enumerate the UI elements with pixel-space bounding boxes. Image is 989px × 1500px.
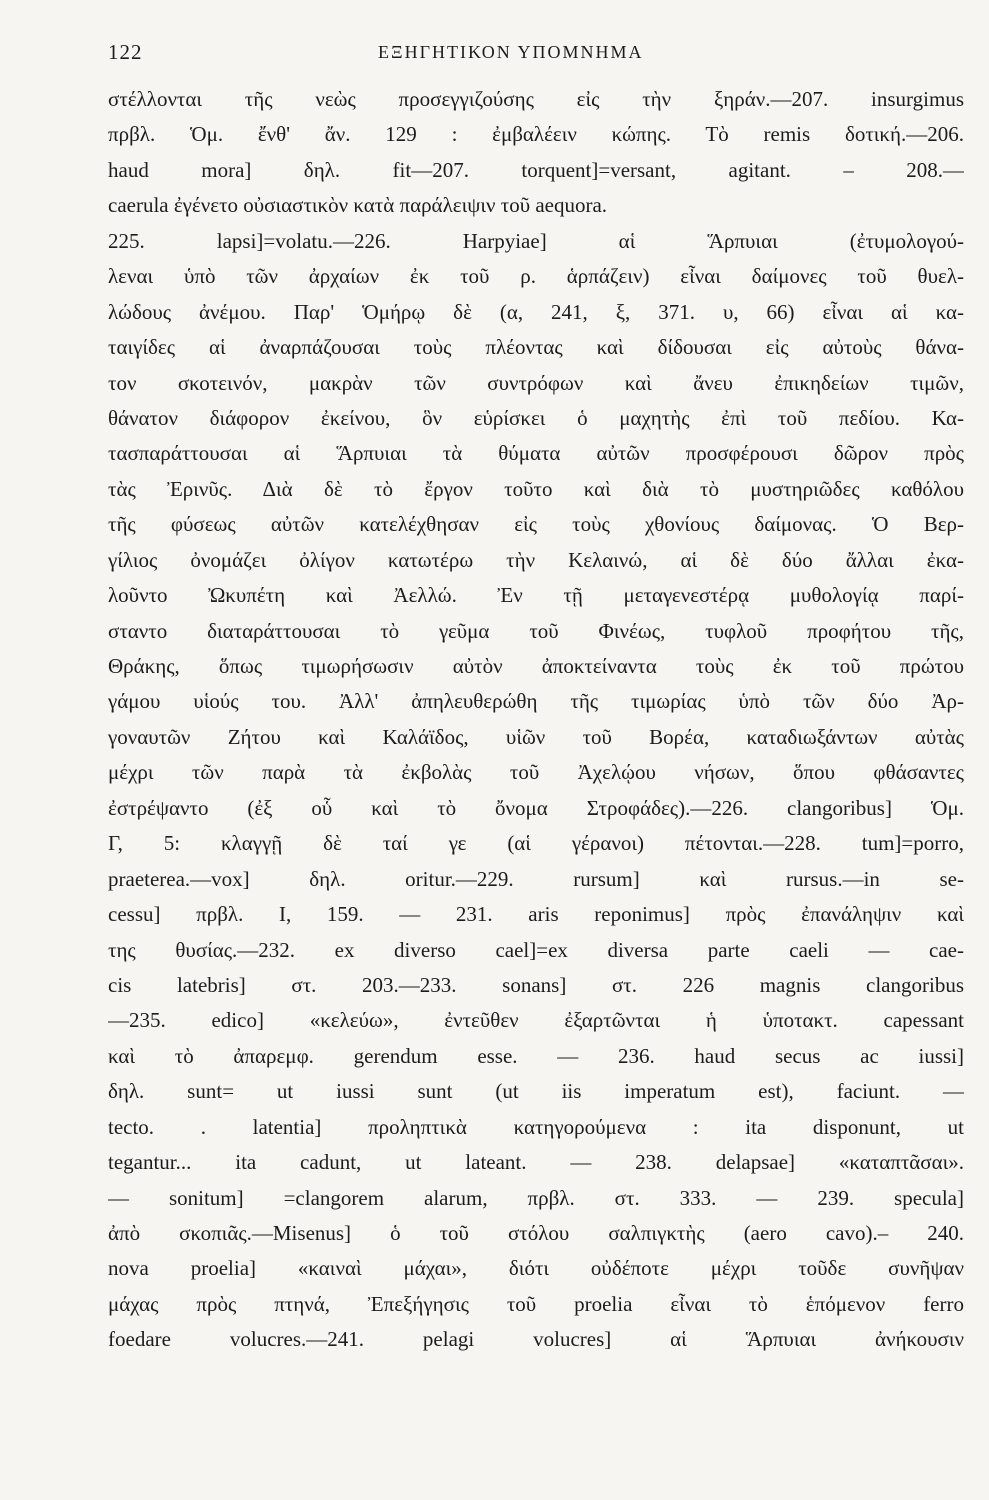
commentary-text xyxy=(108,82,964,1358)
text-line: γίλιος ὀνομάζει ὀλίγον κατωτέρω τὴν Κελαινώ, αἱ δὲ δύο ἄλλαι ἐκα- xyxy=(108,547,964,572)
text-line: λοῦντο Ὠκυπέτη καὶ Ἀελλώ. Ἐν τῇ μεταγενεστέρᾳ μυθολογίᾳ παρί- xyxy=(108,583,964,608)
text-line: γοναυτῶν Ζήτου καὶ Καλάϊδος, υἱῶν τοῦ Βορέα, καταδιωξάντων αὐτὰς xyxy=(108,724,964,749)
text-line: σταντο διαταράττουσαι τὸ γεῦμα τοῦ Φινέως, τυφλοῦ προφήτου τῆς, xyxy=(108,618,964,643)
text-line: δηλ. sunt= ut iussi sunt (ut iis imperatum est), faciunt. — xyxy=(108,1079,964,1104)
text-line: praeterea.—vox] δηλ. oritur.—229. rursum] καὶ rursus.—in se- xyxy=(108,866,964,891)
text-line: tegantur... ita cadunt, ut lateant. — 238. delapsae] «καταπτᾶσαι». xyxy=(108,1150,964,1175)
text-line: —235. edico] «κελεύω», ἐντεῦθεν ἐξαρτῶνται ἡ ὑποτακτ. capessant xyxy=(108,1008,964,1033)
running-title: ΕΞΗΓΗΤΙΚΟΝ ΥΠΟΜΝΗΜΑ xyxy=(378,42,644,62)
text-line: haud mora] δηλ. fit—207. torquent]=versant, agitant. – 208.— xyxy=(108,157,964,182)
text-line: Γ, 5: κλαγγῇ δὲ ταί γε (αἱ γέρανοι) πέτονται.—228. tum]=porro, xyxy=(108,831,964,856)
text-line: γάμου υἱούς του. Ἀλλ' ἀπηλευθερώθη τῆς τιμωρίας ὑπὸ τῶν δύο Ἀρ- xyxy=(108,689,964,714)
text-line: καὶ τὸ ἀπαρεμφ. gerendum esse. — 236. haud secus ac iussi] xyxy=(108,1043,964,1068)
text-line: πρβλ. Ὁμ. ἔνθ' ἄν. 129 : ἐμβαλέειν κώπης. Τὸ remis δοτική.—206. xyxy=(108,122,964,147)
text-line: μάχας πρὸς πτηνά, Ἐπεξήγησις τοῦ proelia εἶναι τὸ ἑπόμενον ferro xyxy=(108,1291,964,1316)
text-line: της θυσίας.—232. ex diverso cael]=ex diversa parte caeli — cae- xyxy=(108,937,964,962)
text-line: cis latebris] στ. 203.—233. sonans] στ. 226 magnis clangoribus xyxy=(108,972,964,997)
text-line: στέλλονται τῆς νεὼς προσεγγιζούσης εἰς τὴν ξηράν.—207. insurgimus xyxy=(108,87,964,111)
text-line: τὰς Ἐρινῦς. Διὰ δὲ τὸ ἔργον τοῦτο καὶ διὰ τὸ μυστηριῶδες καθόλου xyxy=(108,476,964,501)
text-line: cessu] πρβλ. I, 159. — 231. aris reponimus] πρὸς ἐπανάληψιν καὶ xyxy=(108,902,964,927)
text-line: nova proelia] «καιναὶ μάχαι», διότι οὐδέποτε μέχρι τοῦδε συνῆψαν xyxy=(108,1256,964,1281)
text-line: caerula ἐγένετο οὐσιαστικὸν κατὰ παράλειψιν τοῦ aequora. xyxy=(108,193,608,218)
text-line: 225. lapsi]=volatu.—226. Harpyiae] αἱ Ἅρπυιαι (ἐτυμολογού- xyxy=(108,228,964,253)
text-line: τασπαράττουσαι αἱ Ἅρπυιαι τὰ θύματα αὐτῶν προσφέρουσι δῶρον πρὸς xyxy=(108,441,964,466)
text-line: ἀπὸ σκοπιᾶς.—Misenus] ὁ τοῦ στόλου σαλπιγκτὴς (aero cavo).– 240. xyxy=(108,1221,964,1245)
text-line: — sonitum] =clangorem alarum, πρβλ. στ. 333. — 239. specula] xyxy=(108,1185,964,1210)
text-line: foedare volucres.—241. pelagi volucres] αἱ Ἅρπυιαι ἀνήκουσιν xyxy=(108,1327,964,1352)
text-line: λώδους ἀνέμου. Παρ' Ὁμήρῳ δὲ (α, 241, ξ, 371. υ, 66) εἶναι αἱ κα- xyxy=(108,299,964,324)
text-line: ταιγίδες αἱ ἀναρπάζουσαι τοὺς πλέοντας καὶ δίδουσαι εἰς αὐτοὺς θάνα- xyxy=(108,335,964,360)
text-line: θάνατον διάφορον ἐκείνου, ὃν εὑρίσκει ὁ μαχητὴς ἐπὶ τοῦ πεδίου. Κα- xyxy=(108,405,964,430)
text-line: tecto. . latentia] προληπτικὰ κατηγορούμενα : ita disponunt, ut xyxy=(108,1114,964,1139)
text-line: ἐστρέψαντο (ἐξ οὗ καὶ τὸ ὄνομα Στροφάδες).—226. clangoribus] Ὁμ. xyxy=(108,795,964,820)
running-header xyxy=(108,40,964,70)
text-line: μέχρι τῶν παρὰ τὰ ἐκβολὰς τοῦ Ἀχελῴου νήσων, ὅπου φθάσαντες xyxy=(108,760,964,785)
text-line: Θράκης, ὅπως τιμωρήσωσιν αὐτὸν ἀποκτείναντα τοὺς ἐκ τοῦ πρώτου xyxy=(108,654,964,678)
text-line: τον σκοτεινόν, μακρὰν τῶν συντρόφων καὶ ἄνευ ἐπικηδείων τιμῶν, xyxy=(108,370,964,395)
page-number: 122 xyxy=(108,40,143,64)
text-line: τῆς φύσεως αὐτῶν κατελέχθησαν εἰς τοὺς χθονίους δαίμονας. Ὁ Βερ- xyxy=(108,512,964,537)
text-line: λεναι ὑπὸ τῶν ἀρχαίων ἐκ τοῦ ρ. ἁρπάζειν) εἶναι δαίμονες τοῦ θυελ- xyxy=(108,264,964,289)
